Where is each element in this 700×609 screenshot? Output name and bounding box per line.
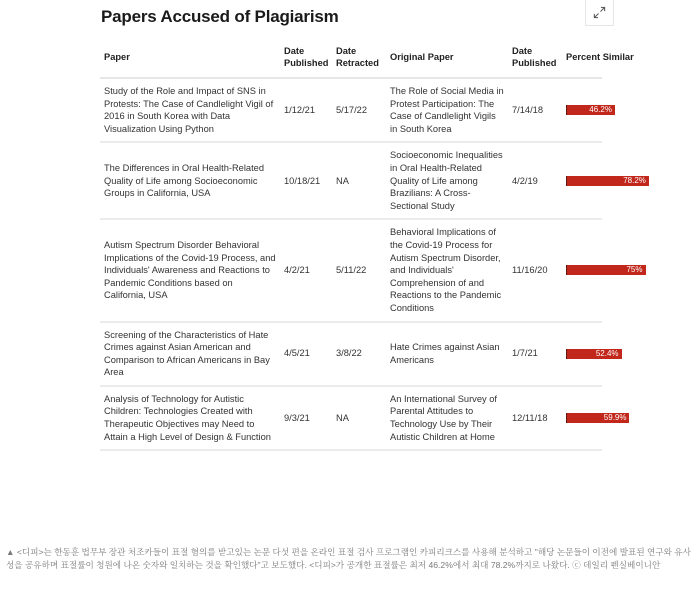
- original-paper-title: Hate Crimes against Asian Americans: [386, 322, 508, 386]
- date-published: 1/12/21: [280, 78, 332, 142]
- date-published: 9/3/21: [280, 386, 332, 450]
- percent-similar-cell: [562, 322, 619, 386]
- original-date-published: 11/16/20: [508, 219, 562, 321]
- date-retracted: NA: [332, 142, 386, 219]
- percent-similar-bar: 52.4%: [566, 349, 622, 359]
- percent-similar-bar: 46.2%: [566, 105, 615, 115]
- column-header-percent-similar: Percent Similar: [562, 40, 602, 78]
- paper-title: Autism Spectrum Disorder Behavioral Implications of the Covid-19 Process, and Individuals' Awareness and Reactions to Pandemic Conditions based on California, USA: [100, 219, 280, 321]
- percent-similar-cell: [562, 78, 612, 142]
- column-header-original-date-published: Date Published: [508, 40, 562, 78]
- paper-title: Study of the Role and Impact of SNS in Protests: The Case of Candlelight Vigil of 2016 in South Korea with Data Visualization Using Python: [100, 78, 280, 142]
- date-retracted: 3/8/22: [332, 322, 386, 386]
- table-row: [100, 78, 602, 142]
- original-date-published: 4/2/19: [508, 142, 562, 219]
- table-row: [100, 219, 602, 321]
- table-row: [100, 142, 602, 219]
- expand-button[interactable]: [585, 0, 614, 26]
- date-published: 4/2/21: [280, 219, 332, 321]
- date-retracted: NA: [332, 386, 386, 450]
- original-paper-title: Behavioral Implications of the Covid-19 Process for Autism Spectrum Disorder, and Individuals' Comprehension of and Reactions to the Pandemic Conditions: [386, 219, 508, 321]
- original-paper-title: The Role of Social Media in Protest Participation: The Case of Candlelight Vigils in South Korea: [386, 78, 508, 142]
- date-published: 4/5/21: [280, 322, 332, 386]
- expand-icon: [592, 5, 607, 20]
- percent-similar-bar: 78.2%: [566, 176, 649, 186]
- column-header-date-published: Date Published: [280, 40, 332, 78]
- date-retracted: 5/11/22: [332, 219, 386, 321]
- percent-similar-cell: [562, 142, 646, 219]
- percent-similar-bar: 75%: [566, 265, 646, 275]
- paper-title: Analysis of Technology for Autistic Children: Technologies Created with Therapeutic Objectives may Need to Attain a High Level of Design & Function: [100, 386, 280, 450]
- percent-similar-bar: 59.9%: [566, 413, 629, 423]
- paper-title: Screening of the Characteristics of Hate Crimes against Asian American and Comparison to African Americans in Bay Area: [100, 322, 280, 386]
- original-paper-title: An International Survey of Parental Attitudes to Technology Use by Their Autistic Children at Home: [386, 386, 508, 450]
- original-paper-title: Socioeconomic Inequalities in Oral Health-Related Quality of Life among Brazilians: A Cross-Sectional Study: [386, 142, 508, 219]
- column-header-paper: Paper: [100, 40, 280, 78]
- date-published: 10/18/21: [280, 142, 332, 219]
- percent-similar-cell: [562, 219, 643, 321]
- table-header-row: [100, 40, 602, 78]
- paper-title: The Differences in Oral Health-Related Quality of Life among Socioeconomic Groups in California, USA: [100, 142, 280, 219]
- percent-similar-cell: [562, 386, 627, 450]
- page-title: Papers Accused of Plagiarism: [101, 7, 339, 26]
- table-row: [100, 322, 602, 386]
- table-row: [100, 386, 602, 450]
- date-retracted: 5/17/22: [332, 78, 386, 142]
- original-date-published: 1/7/21: [508, 322, 562, 386]
- column-header-date-retracted: Date Retracted: [332, 40, 386, 78]
- original-date-published: 12/11/18: [508, 386, 562, 450]
- plagiarism-table: [100, 40, 646, 451]
- column-header-original-paper: Original Paper: [386, 40, 508, 78]
- photo-caption: ▲ <디피>는 한동훈 법무부 장관 처조카들이 표절 혐의를 받고있는 논문 다섯 편을 온라인 표절 검사 프로그램인 카피리크스를 사용해 분석하고 "해당 논문들이 이전에 발표된 연구와 유사성을 공유하며 표절률이 청원에 나온 숫자와 일치하는 것을 확인했다"고 보도했다. <디피>가 공개한 표절률은 최저 46.2%에서 최대 78.2%까지로 나왔다. ⓒ 데일리 펜실베이니안: [6, 547, 691, 570]
- original-date-published: 7/14/18: [508, 78, 562, 142]
